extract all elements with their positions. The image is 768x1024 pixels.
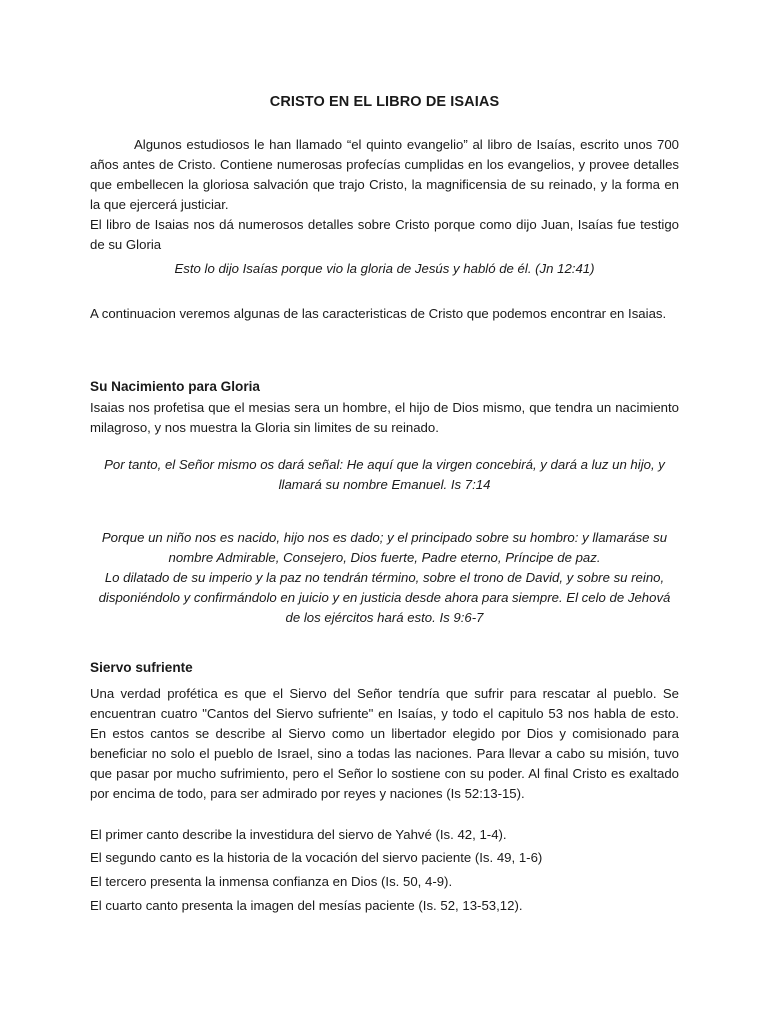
section-heading-servant: Siervo sufriente [90, 660, 193, 675]
birth-quote-isaiah-9-part1: Porque un niño nos es nacido, hijo nos es dado; y el principado sobre su hombro: y llamaráse su nombre Admirable, Consejero, Dios fuerte, Padre eterno, Príncipe de paz. [101, 530, 668, 565]
canto-item: El tercero presenta la inmensa confianza en Dios (Is. 50, 4-9). [90, 874, 453, 889]
glory-paragraph: El libro de Isaias nos dá numerosos detalles sobre Cristo porque como dijo Juan, Isaías fue testigo de su Gloria [90, 217, 679, 252]
intro-paragraph: Algunos estudiosos le han llamado “el quinto evangelio” al libro de Isaías, escrito unos 700 años antes de Cristo. Contiene numerosas profecías cumplidas en los evangelios, y provee detalles que embellecen la gloriosa salvación que trajo Cristo, la magnificensia de su reinado, y la forma en la que ejercerá justiciar. [90, 137, 679, 212]
section-heading-birth: Su Nacimiento para Gloria [90, 379, 260, 394]
birth-paragraph: Isaias nos profetisa que el mesias sera un hombre, el hijo de Dios mismo, que tendra un nacimiento milagroso, y nos muestra la Gloria sin limites de su reinado. [90, 400, 679, 435]
canto-item: El cuarto canto presenta la imagen del mesías paciente (Is. 52, 13-53,12). [90, 898, 523, 913]
servant-paragraph: Una verdad profética es que el Siervo del Señor tendría que sufrir para rescatar al pueblo. Se encuentran cuatro "Cantos del Siervo sufriente" en Isaías, y todo el capitulo 53 nos habla de esto. En estos cantos se describe al Siervo como un libertador elegido por Dios y comisionado para beneficiar no solo el pueblo de Israel, sino a todas las naciones. Para llevar a cabo su misión, tuvo que pasar por mucho sufrimiento, pero el Señor lo sostiene con su poder. Al final Cristo es exaltado por encima de todo, para ser admirado por reyes y naciones (Is 52:13-15). [90, 686, 679, 801]
canto-item: El segundo canto es la historia de la vocación del siervo paciente (Is. 49, 1-6) [90, 850, 543, 865]
canto-item: El primer canto describe la investidura del siervo de Yahvé (Is. 42, 1-4). [90, 827, 507, 842]
birth-quote-isaiah-7: Por tanto, el Señor mismo os dará señal: He aquí que la virgen concebirá, y dará a luz un hijo, y llamará su nombre Emanuel. Is 7:14 [104, 457, 665, 492]
document-title: CRISTO EN EL LIBRO DE ISAIAS [269, 94, 500, 110]
birth-quote-isaiah-9-part2: Lo dilatado de su imperio y la paz no tendrán término, sobre el trono de David, y sobre su reino, disponiéndolo y confirmándolo en juicio y en justicia desde ahora para siempre. El celo de Jehová de los ejércitos hará esto. Is 9:6-7 [98, 570, 671, 625]
characteristics-paragraph: A continuacion veremos algunas de las caracteristicas de Cristo que podemos encontrar en Isaias. [90, 306, 667, 321]
glory-quote: Esto lo dijo Isaías porque vio la gloria de Jesús y habló de él. (Jn 12:41) [174, 261, 595, 276]
